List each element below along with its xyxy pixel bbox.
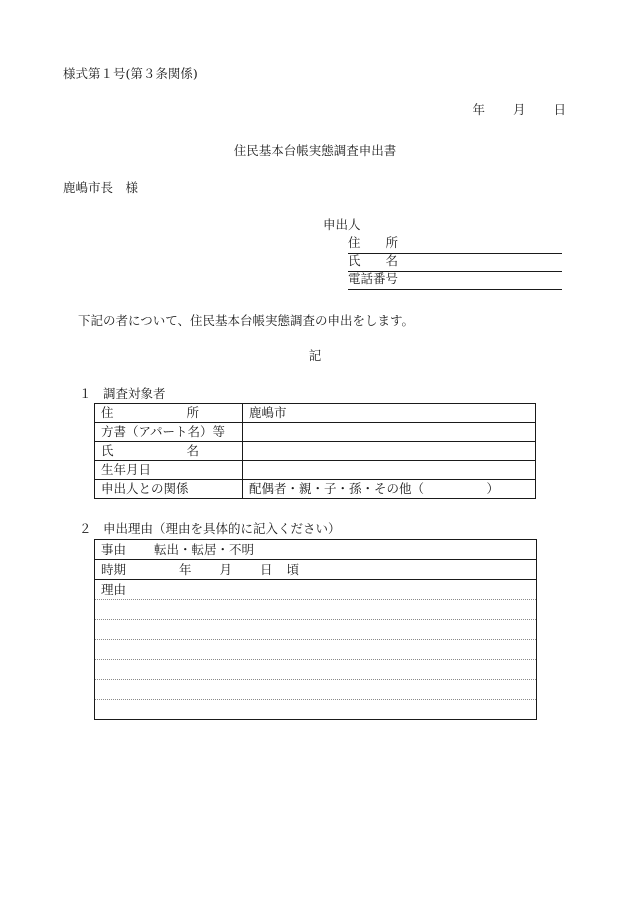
name-label-b: 名 bbox=[186, 443, 199, 458]
applicant-name-label: 氏 名 bbox=[348, 253, 399, 268]
jiyu-row[interactable] bbox=[95, 540, 536, 559]
date-day: 日 bbox=[553, 102, 566, 117]
section1-title: 調査対象者 bbox=[103, 386, 166, 401]
riyu-writing-line[interactable] bbox=[95, 679, 536, 699]
jiyu-label: 事由 bbox=[101, 542, 127, 557]
address-label-b: 所 bbox=[186, 405, 199, 420]
reason-table bbox=[94, 539, 537, 720]
applicant-name-field[interactable] bbox=[348, 253, 562, 272]
table-row bbox=[95, 404, 536, 423]
table-row bbox=[95, 423, 536, 442]
address-label-cell bbox=[95, 404, 243, 423]
riyu-row[interactable] bbox=[95, 579, 536, 599]
birthdate-label-cell: 生年月日 bbox=[95, 461, 243, 480]
address-value-cell[interactable]: 鹿嶋市 bbox=[243, 404, 536, 423]
name-label-a: 氏 bbox=[101, 443, 114, 458]
riyu-writing-line[interactable] bbox=[95, 659, 536, 679]
applicant-label: 申出人 bbox=[323, 217, 361, 232]
relation-label-cell: 申出人との関係 bbox=[95, 480, 243, 499]
relation-value-cell[interactable]: 配偶者・親・子・孫・その他（ ） bbox=[243, 480, 536, 499]
form-number: 様式第１号(第３条関係) bbox=[63, 66, 198, 81]
jiki-row[interactable] bbox=[95, 559, 536, 579]
table-row bbox=[95, 461, 536, 480]
riyu-writing-line[interactable] bbox=[95, 639, 536, 659]
date-line bbox=[472, 102, 566, 118]
riyu-writing-line[interactable] bbox=[95, 619, 536, 639]
jiki-label: 時期 bbox=[101, 562, 127, 577]
jiki-suffix: 頃 bbox=[286, 562, 300, 577]
name-label-cell bbox=[95, 442, 243, 461]
section1-heading bbox=[79, 386, 166, 402]
section2-title: 申出理由（理由を具体的に記入ください） bbox=[103, 521, 341, 536]
date-month: 月 bbox=[512, 102, 526, 117]
target-person-table bbox=[94, 403, 536, 499]
table-row bbox=[95, 442, 536, 461]
address-label-a: 住 bbox=[101, 405, 114, 420]
riyu-label: 理由 bbox=[101, 582, 127, 597]
riyu-writing-line[interactable] bbox=[95, 699, 536, 719]
birthdate-value-cell[interactable] bbox=[243, 461, 536, 480]
jiki-day: 日 bbox=[260, 562, 273, 577]
section1-number: １ bbox=[79, 386, 92, 401]
date-year: 年 bbox=[472, 102, 485, 117]
riyu-writing-line[interactable] bbox=[95, 599, 536, 619]
applicant-phone-label: 電話番号 bbox=[348, 271, 399, 286]
katagaki-label-cell: 方書（アパート名）等 bbox=[95, 423, 243, 442]
section2-heading bbox=[79, 521, 341, 537]
jiyu-options: 転出・転居・不明 bbox=[154, 542, 255, 557]
addressee: 鹿嶋市長 様 bbox=[63, 180, 139, 195]
intro-text: 下記の者について、住民基本台帳実態調査の申出をします。 bbox=[78, 313, 415, 328]
ki-heading: 記 bbox=[308, 348, 322, 363]
jiki-month: 月 bbox=[219, 562, 233, 577]
jiki-year: 年 bbox=[179, 562, 192, 577]
applicant-phone-field[interactable] bbox=[348, 271, 562, 290]
table-row bbox=[95, 480, 536, 499]
applicant-address-label: 住 所 bbox=[348, 235, 399, 250]
applicant-address-field[interactable] bbox=[348, 235, 562, 254]
document-title: 住民基本台帳実態調査申出書 bbox=[233, 143, 397, 158]
section2-number: ２ bbox=[79, 521, 92, 536]
name-value-cell[interactable] bbox=[243, 442, 536, 461]
katagaki-value-cell[interactable] bbox=[243, 423, 536, 442]
